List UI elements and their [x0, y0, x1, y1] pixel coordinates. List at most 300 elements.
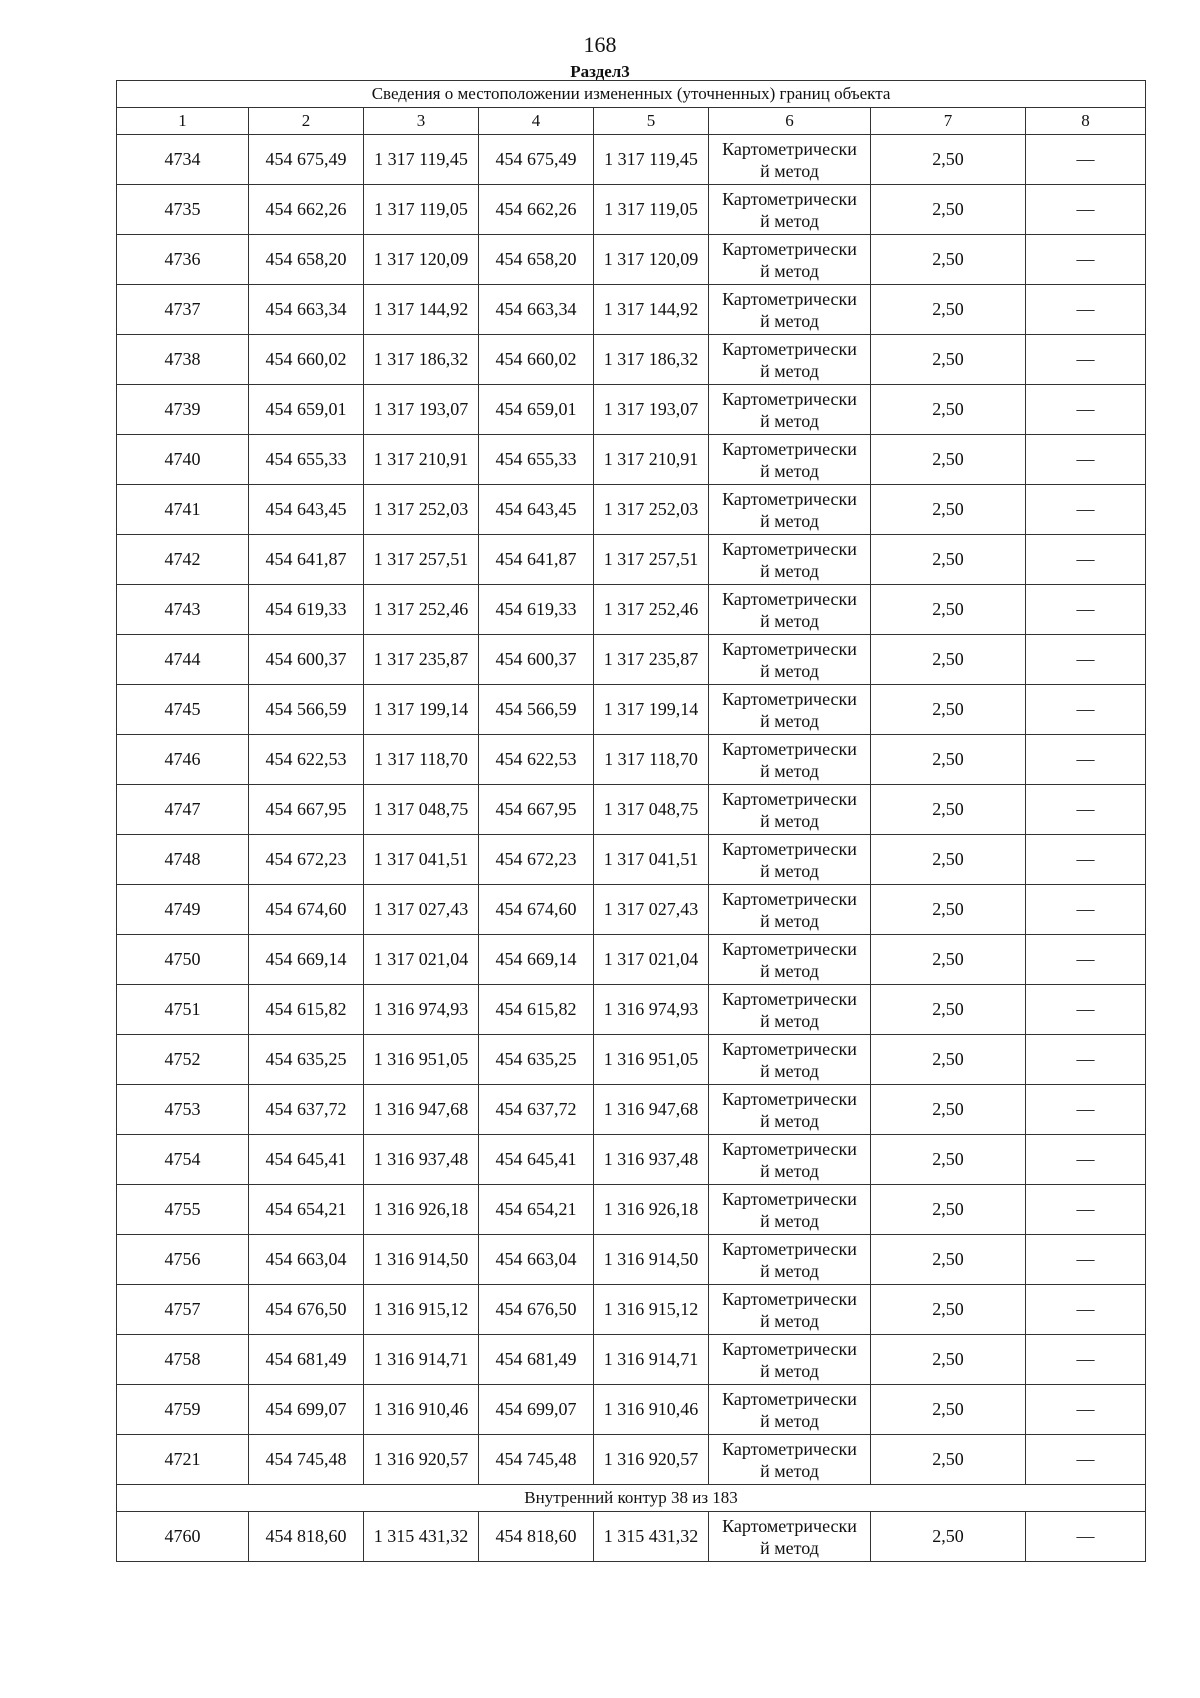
x-existing-cell: 454 619,33 — [249, 585, 364, 635]
method-cell — [709, 685, 871, 735]
method-line-1: Картометрически — [722, 1188, 857, 1209]
x-existing-cell: 454 745,48 — [249, 1435, 364, 1485]
note-cell: — — [1026, 985, 1146, 1035]
accuracy-cell: 2,50 — [871, 185, 1026, 235]
x-existing-cell: 454 622,53 — [249, 735, 364, 785]
point-number-cell: 4757 — [117, 1285, 249, 1335]
method-line-2: й метод — [760, 1160, 819, 1181]
y-existing-cell: 1 317 252,03 — [364, 485, 479, 535]
x-existing-cell: 454 662,26 — [249, 185, 364, 235]
y-refined-cell: 1 317 193,07 — [594, 385, 709, 435]
method-line-2: й метод — [760, 1210, 819, 1231]
y-existing-cell: 1 317 118,70 — [364, 735, 479, 785]
point-number-cell: 4751 — [117, 985, 249, 1035]
method-cell — [709, 1335, 871, 1385]
x-existing-cell: 454 676,50 — [249, 1285, 364, 1335]
x-refined-cell: 454 669,14 — [479, 935, 594, 985]
y-refined-cell: 1 315 431,32 — [594, 1512, 709, 1562]
method-cell — [709, 185, 871, 235]
y-existing-cell: 1 316 926,18 — [364, 1185, 479, 1235]
note-cell: — — [1026, 135, 1146, 185]
method-cell — [709, 1085, 871, 1135]
coordinates-table — [116, 80, 1146, 1562]
x-refined-cell: 454 674,60 — [479, 885, 594, 935]
x-refined-cell: 454 672,23 — [479, 835, 594, 885]
y-refined-cell: 1 316 947,68 — [594, 1085, 709, 1135]
table-title: Сведения о местоположении измененных (уточненных) границ объекта — [117, 81, 1146, 108]
table-row — [117, 1185, 1146, 1235]
x-existing-cell: 454 635,25 — [249, 1035, 364, 1085]
x-refined-cell: 454 675,49 — [479, 135, 594, 185]
y-existing-cell: 1 317 119,45 — [364, 135, 479, 185]
accuracy-cell: 2,50 — [871, 285, 1026, 335]
method-line-2: й метод — [760, 1260, 819, 1281]
method-line-2: й метод — [760, 1410, 819, 1431]
method-cell — [709, 485, 871, 535]
table-row — [117, 1235, 1146, 1285]
method-cell — [709, 385, 871, 435]
method-line-1: Картометрически — [722, 388, 857, 409]
point-number-cell: 4758 — [117, 1335, 249, 1385]
method-line-1: Картометрически — [722, 438, 857, 459]
accuracy-cell: 2,50 — [871, 735, 1026, 785]
point-number-cell: 4759 — [117, 1385, 249, 1435]
section-title: Раздел3 — [570, 62, 630, 81]
table-row — [117, 235, 1146, 285]
y-existing-cell: 1 317 119,05 — [364, 185, 479, 235]
method-line-2: й метод — [760, 510, 819, 531]
method-line-1: Картометрически — [722, 188, 857, 209]
point-number-cell: 4741 — [117, 485, 249, 535]
accuracy-cell: 2,50 — [871, 1135, 1026, 1185]
method-line-2: й метод — [760, 610, 819, 631]
method-line-1: Картометрически — [722, 938, 857, 959]
method-line-2: й метод — [760, 960, 819, 981]
y-refined-cell: 1 317 041,51 — [594, 835, 709, 885]
x-existing-cell: 454 615,82 — [249, 985, 364, 1035]
method-line-1: Картометрически — [722, 488, 857, 509]
x-refined-cell: 454 658,20 — [479, 235, 594, 285]
note-cell: — — [1026, 585, 1146, 635]
point-number-cell: 4739 — [117, 385, 249, 435]
method-line-1: Картометрически — [722, 1038, 857, 1059]
x-existing-cell: 454 566,59 — [249, 685, 364, 735]
x-refined-cell: 454 654,21 — [479, 1185, 594, 1235]
column-header: 4 — [479, 108, 594, 135]
point-number-cell: 4749 — [117, 885, 249, 935]
x-refined-cell: 454 645,41 — [479, 1135, 594, 1185]
note-cell: — — [1026, 335, 1146, 385]
accuracy-cell: 2,50 — [871, 1285, 1026, 1335]
y-refined-cell: 1 316 915,12 — [594, 1285, 709, 1335]
contour-rows — [117, 1512, 1146, 1562]
x-refined-cell: 454 659,01 — [479, 385, 594, 435]
method-cell — [709, 535, 871, 585]
method-line-2: й метод — [760, 560, 819, 581]
y-refined-cell: 1 317 144,92 — [594, 285, 709, 335]
x-refined-cell: 454 566,59 — [479, 685, 594, 735]
table-row — [117, 885, 1146, 935]
accuracy-cell: 2,50 — [871, 535, 1026, 585]
column-header: 8 — [1026, 108, 1146, 135]
y-refined-cell: 1 317 210,91 — [594, 435, 709, 485]
note-cell: — — [1026, 685, 1146, 735]
table-row — [117, 985, 1146, 1035]
note-cell: — — [1026, 1285, 1146, 1335]
y-existing-cell: 1 317 144,92 — [364, 285, 479, 335]
note-cell: — — [1026, 735, 1146, 785]
method-cell — [709, 335, 871, 385]
method-line-2: й метод — [760, 160, 819, 181]
accuracy-cell: 2,50 — [871, 1435, 1026, 1485]
accuracy-cell: 2,50 — [871, 235, 1026, 285]
x-existing-cell: 454 818,60 — [249, 1512, 364, 1562]
method-cell — [709, 135, 871, 185]
y-refined-cell: 1 317 120,09 — [594, 235, 709, 285]
note-cell: — — [1026, 935, 1146, 985]
y-existing-cell: 1 316 951,05 — [364, 1035, 479, 1085]
note-cell: — — [1026, 485, 1146, 535]
method-line-1: Картометрически — [722, 338, 857, 359]
x-existing-cell: 454 659,01 — [249, 385, 364, 435]
x-refined-cell: 454 663,34 — [479, 285, 594, 335]
note-cell: — — [1026, 1135, 1146, 1185]
method-line-2: й метод — [760, 810, 819, 831]
table-row — [117, 785, 1146, 835]
point-number-cell: 4737 — [117, 285, 249, 335]
note-cell: — — [1026, 1085, 1146, 1135]
x-refined-cell: 454 745,48 — [479, 1435, 594, 1485]
table-row — [117, 335, 1146, 385]
table-row — [117, 1335, 1146, 1385]
method-line-1: Картометрически — [722, 1338, 857, 1359]
x-refined-cell: 454 663,04 — [479, 1235, 594, 1285]
x-existing-cell: 454 637,72 — [249, 1085, 364, 1135]
method-line-1: Картометрически — [722, 738, 857, 759]
method-line-2: й метод — [760, 1060, 819, 1081]
y-refined-cell: 1 317 048,75 — [594, 785, 709, 835]
method-line-1: Картометрически — [722, 988, 857, 1009]
accuracy-cell: 2,50 — [871, 585, 1026, 635]
y-refined-cell: 1 316 914,71 — [594, 1335, 709, 1385]
x-refined-cell: 454 681,49 — [479, 1335, 594, 1385]
method-cell — [709, 1135, 871, 1185]
method-cell — [709, 1512, 871, 1562]
method-line-2: й метод — [760, 710, 819, 731]
y-existing-cell: 1 317 048,75 — [364, 785, 479, 835]
x-existing-cell: 454 655,33 — [249, 435, 364, 485]
note-cell: — — [1026, 535, 1146, 585]
y-existing-cell: 1 317 186,32 — [364, 335, 479, 385]
point-number-cell: 4745 — [117, 685, 249, 735]
method-cell — [709, 835, 871, 885]
x-existing-cell: 454 675,49 — [249, 135, 364, 185]
y-existing-cell: 1 317 027,43 — [364, 885, 479, 935]
accuracy-cell: 2,50 — [871, 985, 1026, 1035]
point-number-cell: 4735 — [117, 185, 249, 235]
y-existing-cell: 1 317 193,07 — [364, 385, 479, 435]
table-row — [117, 635, 1146, 685]
method-line-2: й метод — [760, 1360, 819, 1381]
y-existing-cell: 1 316 914,71 — [364, 1335, 479, 1385]
y-refined-cell: 1 316 910,46 — [594, 1385, 709, 1435]
x-existing-cell: 454 658,20 — [249, 235, 364, 285]
accuracy-cell: 2,50 — [871, 635, 1026, 685]
y-refined-cell: 1 316 914,50 — [594, 1235, 709, 1285]
y-refined-cell: 1 317 252,46 — [594, 585, 709, 635]
x-refined-cell: 454 641,87 — [479, 535, 594, 585]
y-refined-cell: 1 316 937,48 — [594, 1135, 709, 1185]
table-row — [117, 1135, 1146, 1185]
method-line-2: й метод — [760, 1460, 819, 1481]
method-cell — [709, 1035, 871, 1085]
method-line-1: Картометрически — [722, 1238, 857, 1259]
note-cell: — — [1026, 1035, 1146, 1085]
x-existing-cell: 454 669,14 — [249, 935, 364, 985]
column-header: 7 — [871, 108, 1026, 135]
main-rows — [117, 135, 1146, 1485]
y-refined-cell: 1 317 235,87 — [594, 635, 709, 685]
column-header-row — [117, 108, 1146, 135]
method-cell — [709, 1435, 871, 1485]
method-line-2: й метод — [760, 460, 819, 481]
x-refined-cell: 454 615,82 — [479, 985, 594, 1035]
point-number-cell: 4756 — [117, 1235, 249, 1285]
y-existing-cell: 1 317 235,87 — [364, 635, 479, 685]
method-cell — [709, 235, 871, 285]
note-cell: — — [1026, 1435, 1146, 1485]
point-number-cell: 4754 — [117, 1135, 249, 1185]
method-line-2: й метод — [760, 660, 819, 681]
point-number-cell: 4740 — [117, 435, 249, 485]
y-refined-cell: 1 316 951,05 — [594, 1035, 709, 1085]
method-line-1: Картометрически — [722, 588, 857, 609]
note-cell: — — [1026, 1235, 1146, 1285]
method-cell — [709, 1235, 871, 1285]
y-refined-cell: 1 317 027,43 — [594, 885, 709, 935]
column-header: 5 — [594, 108, 709, 135]
y-existing-cell: 1 317 252,46 — [364, 585, 479, 635]
method-cell — [709, 935, 871, 985]
method-line-1: Картометрически — [722, 888, 857, 909]
y-refined-cell: 1 317 119,45 — [594, 135, 709, 185]
method-line-2: й метод — [760, 210, 819, 231]
accuracy-cell: 2,50 — [871, 435, 1026, 485]
y-refined-cell: 1 317 186,32 — [594, 335, 709, 385]
point-number-cell: 4750 — [117, 935, 249, 985]
method-line-2: й метод — [760, 310, 819, 331]
y-existing-cell: 1 316 974,93 — [364, 985, 479, 1035]
accuracy-cell: 2,50 — [871, 385, 1026, 435]
table-row — [117, 735, 1146, 785]
table-row — [117, 685, 1146, 735]
y-refined-cell: 1 316 926,18 — [594, 1185, 709, 1235]
x-refined-cell: 454 660,02 — [479, 335, 594, 385]
note-cell: — — [1026, 1385, 1146, 1435]
table-row — [117, 1085, 1146, 1135]
y-refined-cell: 1 317 257,51 — [594, 535, 709, 585]
note-cell: — — [1026, 1335, 1146, 1385]
accuracy-cell: 2,50 — [871, 1512, 1026, 1562]
method-line-2: й метод — [760, 410, 819, 431]
accuracy-cell: 2,50 — [871, 1185, 1026, 1235]
note-cell: — — [1026, 835, 1146, 885]
table-row — [117, 935, 1146, 985]
table-row — [117, 135, 1146, 185]
method-line-1: Картометрически — [722, 288, 857, 309]
note-cell: — — [1026, 885, 1146, 935]
table-row — [117, 535, 1146, 585]
y-existing-cell: 1 317 120,09 — [364, 235, 479, 285]
y-existing-cell: 1 317 257,51 — [364, 535, 479, 585]
method-line-1: Картометрически — [722, 1388, 857, 1409]
x-existing-cell: 454 645,41 — [249, 1135, 364, 1185]
method-cell — [709, 1385, 871, 1435]
table-row — [117, 1035, 1146, 1085]
point-number-cell: 4738 — [117, 335, 249, 385]
y-refined-cell: 1 316 920,57 — [594, 1435, 709, 1485]
note-cell: — — [1026, 635, 1146, 685]
table-row — [117, 1512, 1146, 1562]
x-existing-cell: 454 600,37 — [249, 635, 364, 685]
point-number-cell: 4752 — [117, 1035, 249, 1085]
accuracy-cell: 2,50 — [871, 1235, 1026, 1285]
y-existing-cell: 1 316 920,57 — [364, 1435, 479, 1485]
y-existing-cell: 1 316 914,50 — [364, 1235, 479, 1285]
column-header: 3 — [364, 108, 479, 135]
method-line-1: Картометрически — [722, 1088, 857, 1109]
point-number-cell: 4753 — [117, 1085, 249, 1135]
table-row — [117, 585, 1146, 635]
note-cell: — — [1026, 285, 1146, 335]
x-refined-cell: 454 619,33 — [479, 585, 594, 635]
method-cell — [709, 735, 871, 785]
method-line-1: Картометрически — [722, 838, 857, 859]
y-existing-cell: 1 317 041,51 — [364, 835, 479, 885]
x-refined-cell: 454 637,72 — [479, 1085, 594, 1135]
table-row — [117, 835, 1146, 885]
method-line-2: й метод — [760, 360, 819, 381]
method-cell — [709, 635, 871, 685]
x-refined-cell: 454 643,45 — [479, 485, 594, 535]
point-number-cell: 4760 — [117, 1512, 249, 1562]
x-refined-cell: 454 818,60 — [479, 1512, 594, 1562]
point-number-cell: 4742 — [117, 535, 249, 585]
x-refined-cell: 454 676,50 — [479, 1285, 594, 1335]
y-existing-cell: 1 316 937,48 — [364, 1135, 479, 1185]
point-number-cell: 4721 — [117, 1435, 249, 1485]
method-line-2: й метод — [760, 760, 819, 781]
point-number-cell: 4743 — [117, 585, 249, 635]
table-row — [117, 485, 1146, 535]
y-refined-cell: 1 317 119,05 — [594, 185, 709, 235]
method-cell — [709, 435, 871, 485]
method-cell — [709, 785, 871, 835]
point-number-cell: 4747 — [117, 785, 249, 835]
accuracy-cell: 2,50 — [871, 335, 1026, 385]
x-existing-cell: 454 667,95 — [249, 785, 364, 835]
method-line-1: Картометрически — [722, 1438, 857, 1459]
method-cell — [709, 585, 871, 635]
point-number-cell: 4744 — [117, 635, 249, 685]
table-row — [117, 435, 1146, 485]
method-cell — [709, 1285, 871, 1335]
point-number-cell: 4734 — [117, 135, 249, 185]
x-refined-cell: 454 667,95 — [479, 785, 594, 835]
method-line-2: й метод — [760, 860, 819, 881]
method-line-1: Картометрически — [722, 688, 857, 709]
y-existing-cell: 1 317 199,14 — [364, 685, 479, 735]
note-cell: — — [1026, 1512, 1146, 1562]
y-refined-cell: 1 317 199,14 — [594, 685, 709, 735]
accuracy-cell: 2,50 — [871, 1385, 1026, 1435]
method-line-1: Картометрически — [722, 638, 857, 659]
x-existing-cell: 454 674,60 — [249, 885, 364, 935]
table-row — [117, 185, 1146, 235]
point-number-cell: 4748 — [117, 835, 249, 885]
method-line-2: й метод — [760, 1537, 819, 1558]
table-row — [117, 285, 1146, 335]
y-existing-cell: 1 315 431,32 — [364, 1512, 479, 1562]
y-existing-cell: 1 316 910,46 — [364, 1385, 479, 1435]
y-existing-cell: 1 317 210,91 — [364, 435, 479, 485]
point-number-cell: 4755 — [117, 1185, 249, 1235]
method-line-2: й метод — [760, 1310, 819, 1331]
y-existing-cell: 1 316 947,68 — [364, 1085, 479, 1135]
method-line-1: Картометрически — [722, 1138, 857, 1159]
method-line-1: Картометрически — [722, 788, 857, 809]
note-cell: — — [1026, 435, 1146, 485]
point-number-cell: 4736 — [117, 235, 249, 285]
y-existing-cell: 1 317 021,04 — [364, 935, 479, 985]
method-line-1: Картометрически — [722, 1288, 857, 1309]
x-existing-cell: 454 660,02 — [249, 335, 364, 385]
contour-label: Внутренний контур 38 из 183 — [117, 1485, 1146, 1512]
method-line-1: Картометрически — [722, 1515, 857, 1536]
accuracy-cell: 2,50 — [871, 685, 1026, 735]
note-cell: — — [1026, 785, 1146, 835]
y-refined-cell: 1 317 021,04 — [594, 935, 709, 985]
accuracy-cell: 2,50 — [871, 1035, 1026, 1085]
column-header: 1 — [117, 108, 249, 135]
method-line-1: Картометрически — [722, 238, 857, 259]
accuracy-cell: 2,50 — [871, 835, 1026, 885]
y-refined-cell: 1 317 118,70 — [594, 735, 709, 785]
y-refined-cell: 1 317 252,03 — [594, 485, 709, 535]
method-line-2: й метод — [760, 910, 819, 931]
x-existing-cell: 454 663,34 — [249, 285, 364, 335]
method-line-1: Картометрически — [722, 538, 857, 559]
column-header: 2 — [249, 108, 364, 135]
method-line-1: Картометрически — [722, 138, 857, 159]
x-existing-cell: 454 641,87 — [249, 535, 364, 585]
y-refined-cell: 1 316 974,93 — [594, 985, 709, 1035]
x-refined-cell: 454 622,53 — [479, 735, 594, 785]
method-cell — [709, 885, 871, 935]
method-line-2: й метод — [760, 260, 819, 281]
note-cell: — — [1026, 385, 1146, 435]
x-refined-cell: 454 600,37 — [479, 635, 594, 685]
method-cell — [709, 985, 871, 1035]
note-cell: — — [1026, 185, 1146, 235]
x-refined-cell: 454 635,25 — [479, 1035, 594, 1085]
accuracy-cell: 2,50 — [871, 935, 1026, 985]
page-number: 168 — [583, 32, 617, 57]
x-existing-cell: 454 663,04 — [249, 1235, 364, 1285]
method-line-2: й метод — [760, 1010, 819, 1031]
note-cell: — — [1026, 235, 1146, 285]
table-row — [117, 1385, 1146, 1435]
